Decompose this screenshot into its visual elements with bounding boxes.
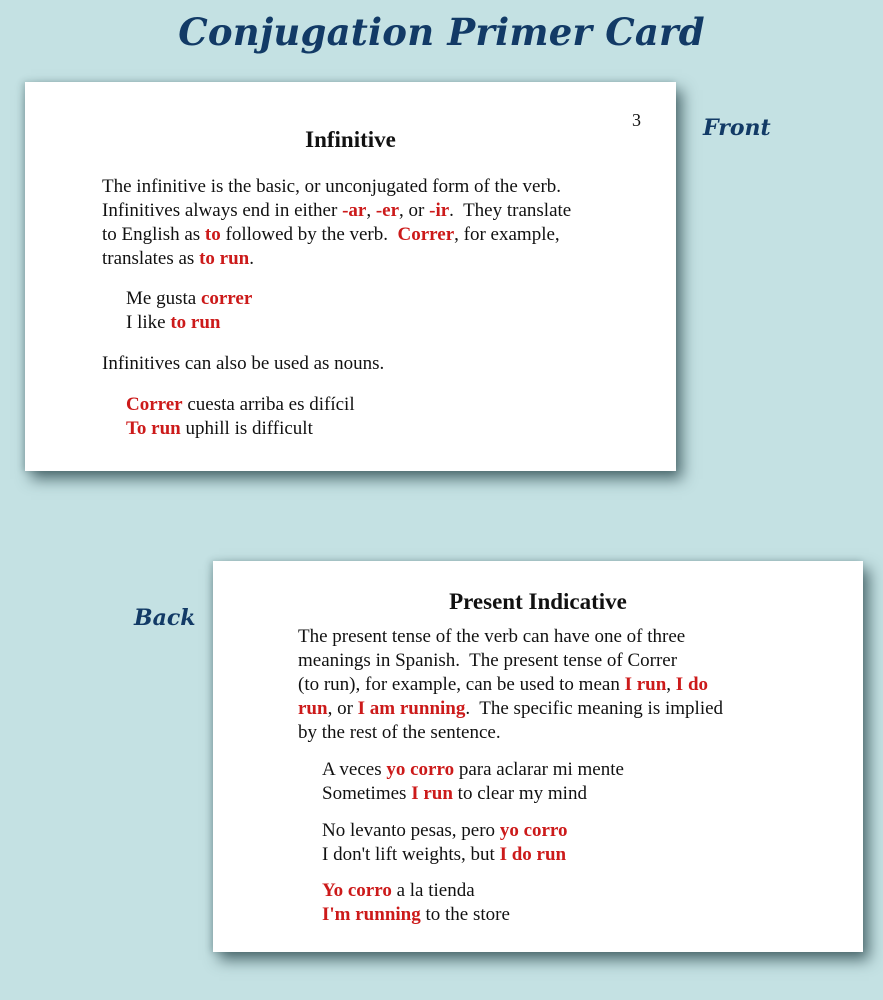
text-run: . bbox=[249, 248, 254, 269]
text-line bbox=[298, 721, 501, 745]
text-run: Me gusta bbox=[126, 288, 201, 309]
text-line bbox=[126, 311, 220, 335]
highlighted-term: I do run bbox=[499, 844, 567, 865]
highlighted-term: to run bbox=[170, 312, 221, 333]
text-run: Infinitives can also be used as nouns. bbox=[102, 353, 385, 374]
back-label: Back bbox=[134, 605, 196, 631]
text-run: . They translate bbox=[449, 200, 572, 221]
text-line bbox=[322, 819, 568, 843]
text-line bbox=[298, 649, 677, 673]
text-run: meanings in Spanish. The present tense of Correr bbox=[298, 650, 678, 671]
back-card-title: Present Indicative bbox=[449, 589, 627, 614]
page-title: Conjugation Primer Card bbox=[178, 10, 705, 54]
text-run: A veces bbox=[322, 759, 387, 780]
text-run: to English as bbox=[102, 224, 205, 245]
highlighted-term: run bbox=[298, 698, 328, 719]
highlighted-term: Yo corro bbox=[322, 880, 392, 901]
text-run: , for example, bbox=[454, 224, 560, 245]
page-number: 3 bbox=[632, 110, 641, 130]
highlighted-term: yo corro bbox=[386, 759, 455, 780]
text-run: Infinitives always end in either bbox=[102, 200, 343, 221]
text-run: translates as bbox=[102, 248, 200, 269]
text-line bbox=[126, 393, 355, 417]
text-run: , or bbox=[327, 698, 358, 719]
text-line bbox=[126, 287, 252, 311]
highlighted-term: correr bbox=[200, 288, 253, 309]
text-run: a la tienda bbox=[391, 880, 475, 901]
highlighted-term: I do bbox=[675, 674, 709, 695]
front-card-title: Infinitive bbox=[305, 127, 396, 152]
text-run: The present tense of the verb can have one of three bbox=[298, 626, 686, 647]
text-run: to clear my mind bbox=[452, 783, 587, 804]
text-line bbox=[322, 843, 566, 867]
text-run: , bbox=[366, 200, 376, 221]
highlighted-term: I run bbox=[411, 783, 453, 804]
text-run: uphill is difficult bbox=[180, 418, 313, 439]
highlighted-term: Correr bbox=[126, 394, 183, 415]
highlighted-term: -er bbox=[375, 200, 400, 221]
front-card bbox=[25, 82, 676, 471]
text-run: by the rest of the sentence. bbox=[298, 722, 501, 743]
text-line bbox=[102, 223, 560, 247]
text-line bbox=[322, 758, 624, 782]
highlighted-term: yo corro bbox=[499, 820, 568, 841]
text-line bbox=[102, 175, 561, 199]
highlighted-term: -ir bbox=[429, 200, 450, 221]
text-line bbox=[298, 673, 708, 697]
text-line bbox=[298, 697, 723, 721]
text-line bbox=[322, 903, 510, 927]
highlighted-term: To run bbox=[126, 418, 181, 439]
text-line bbox=[298, 625, 685, 649]
highlighted-term: I'm running bbox=[322, 904, 421, 925]
text-run: I don't lift weights, but bbox=[322, 844, 500, 865]
text-run: The infinitive is the basic, or unconjugated form of the verb. bbox=[102, 176, 562, 197]
highlighted-term: Correr bbox=[397, 224, 455, 245]
text-run: I like bbox=[126, 312, 171, 333]
highlighted-term: I run bbox=[624, 674, 667, 695]
highlighted-term: to bbox=[204, 224, 221, 245]
text-line bbox=[322, 879, 475, 903]
highlighted-term: I am running bbox=[357, 698, 466, 719]
text-line bbox=[322, 782, 587, 806]
text-run: No levanto pesas, pero bbox=[322, 820, 500, 841]
text-line bbox=[126, 417, 313, 441]
text-run: to the store bbox=[420, 904, 510, 925]
text-run: (to run), for example, can be used to mean bbox=[298, 674, 625, 695]
text-run: , bbox=[666, 674, 676, 695]
text-run: para aclarar mi mente bbox=[454, 759, 624, 780]
highlighted-term: to run bbox=[199, 248, 250, 269]
text-line bbox=[102, 352, 384, 376]
text-run: , or bbox=[399, 200, 430, 221]
text-run: . The specific meaning is implied bbox=[465, 698, 724, 719]
text-line bbox=[102, 199, 571, 223]
text-run: Sometimes bbox=[322, 783, 412, 804]
front-label: Front bbox=[703, 115, 771, 141]
text-line bbox=[102, 247, 254, 271]
text-run: cuesta arriba es difícil bbox=[182, 394, 355, 415]
text-run: followed by the verb. bbox=[220, 224, 398, 245]
back-card bbox=[213, 561, 863, 952]
highlighted-term: -ar bbox=[342, 200, 367, 221]
